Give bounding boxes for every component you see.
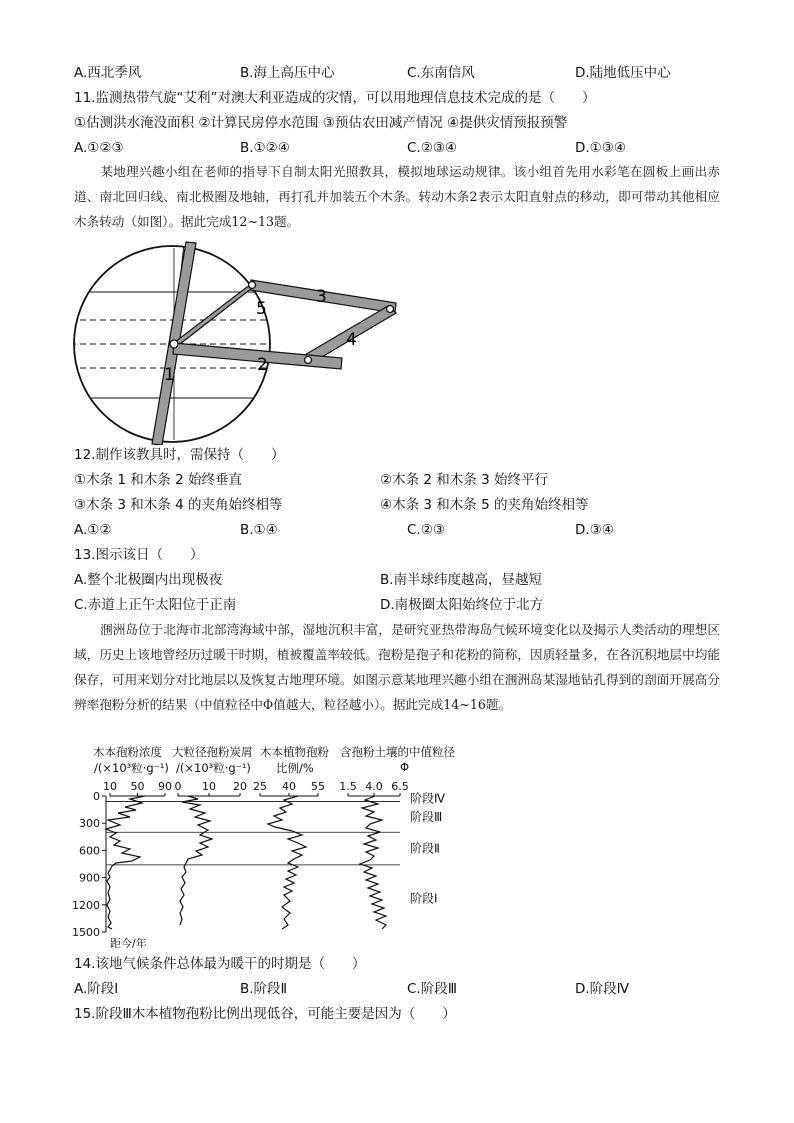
panel-x-tick-label: 40 [282, 780, 296, 793]
pivot-top [249, 282, 256, 289]
q12-item-3: ③木条 3 和木条 4 的夹角始终相等 [74, 497, 283, 513]
q14-option-d: D.阶段Ⅳ [575, 981, 630, 997]
q13-option-b: B.南半球纬度越高，昼越短 [380, 572, 543, 588]
passage-sunlight-text: 某地理兴趣小组在老师的指导下自制太阳光照教具，模拟地球运动规律。该小组首先用水彩笔在圆板上画出赤道、南北回归线、南北极圈及地轴，再打孔并加装五个木条。转动木条2表示太阳直射点的移动，即可带动其他相应木条转动（如图）。据此完成12~13题。 [74, 164, 720, 229]
q13-option-d: D.南极圈太阳始终位于北方 [380, 597, 544, 613]
q14-option-a: A.阶段Ⅰ [74, 981, 119, 997]
panel-x-tick-label: 50 [130, 780, 145, 793]
passage-weizhou-island [74, 617, 720, 717]
panel-x-tick-label: 55 [311, 780, 325, 793]
q14-option-b: B.阶段Ⅱ [240, 981, 288, 997]
panel2-unit: /(×10³粒·g⁻¹) [176, 761, 251, 775]
q13-option-a: A.整个北极圈内出现极夜 [74, 572, 223, 588]
y-tick-label: 900 [79, 871, 100, 885]
passage-sunlight-model [74, 159, 720, 234]
stick-label-1: 1 [164, 365, 175, 385]
panel3-header: 木本植物孢粉 [260, 745, 329, 759]
curve-median-grain-size [360, 796, 386, 929]
q12-option-a: A.①② [74, 522, 112, 538]
stick-label-5: 5 [256, 299, 267, 319]
q15-stem: 15.阶段Ⅲ木本植物孢粉比例出现低谷，可能主要是因为（ ） [74, 1006, 456, 1022]
q11-option-b: B.①②④ [240, 140, 290, 156]
panel-x-tick-label: 10 [202, 780, 216, 793]
curve-woody-pollen-concentration [106, 796, 145, 929]
q10-option-b: B.海上高压中心 [240, 65, 335, 81]
y-tick-label: 600 [79, 844, 100, 858]
pivot-center [170, 340, 178, 348]
y-tick-label: 0 [93, 790, 100, 803]
curve-charcoal [180, 796, 212, 925]
q11-option-c: C.②③④ [407, 140, 458, 156]
q10-option-d: D.陆地低压中心 [575, 65, 671, 81]
stick-label-3: 3 [316, 287, 327, 307]
panel-x-tick-label: 25 [253, 780, 267, 793]
q11-stem: 11.监测热带气旋“艾利”对澳大利亚造成的灾情，可以用地理信息技术完成的是（ ） [74, 90, 596, 106]
panel1-unit: /(×10³粒·g⁻¹) [94, 761, 169, 775]
q12-option-c: C.②③ [407, 522, 445, 538]
q12-option-d: D.③④ [575, 522, 614, 538]
y-tick-label: 1500 [72, 926, 100, 939]
panel-x-tick-label: 20 [233, 780, 247, 793]
y-axis-label: 距今/年 [110, 937, 147, 950]
pivot-right [387, 306, 394, 313]
panel4-header: 含孢粉土壤的中值粒径 [340, 745, 455, 759]
q14-stem: 14.该地气候条件总体最为暖干的时期是（ ） [74, 956, 366, 972]
stage-label: 阶段Ⅲ [410, 809, 443, 824]
y-tick-label: 1200 [72, 898, 100, 912]
pollen-profile-chart [70, 775, 460, 950]
panel-x-tick-label: 10 [103, 780, 117, 793]
panel3-unit: 比例/% [276, 761, 314, 775]
panel-x-tick-label: 90 [158, 780, 172, 793]
stage-label: 阶段Ⅳ [410, 791, 446, 806]
sunlight-model-figure [70, 240, 410, 445]
panel1-header: 木本孢粉浓度 [93, 745, 162, 759]
q14-option-c: C.阶段Ⅲ [407, 981, 458, 997]
q12-item-1: ①木条 1 和木条 2 始终垂直 [74, 472, 242, 488]
q12-item-4: ④木条 3 和木条 5 的夹角始终相等 [380, 497, 589, 513]
stage-label: 阶段Ⅰ [410, 891, 438, 906]
q10-option-c: C.东南信风 [407, 65, 475, 81]
q13-stem: 13.图示该日（ ） [74, 547, 204, 563]
stick-label-2: 2 [257, 355, 268, 375]
panel-x-tick-label: 1.5 [339, 780, 357, 793]
stick-label-4: 4 [346, 330, 357, 350]
curve-woody-pollen-ratio [268, 796, 306, 929]
q11-option-a: A.①②③ [74, 140, 124, 156]
q11-items: ①估测洪水淹没面积 ②计算民房停水范围 ③预估农田减产情况 ④提供灾情预报预警 [74, 115, 568, 131]
panel-x-tick-label: 0 [174, 780, 182, 793]
panel2-header: 大粒径孢粉炭屑 [172, 745, 253, 759]
panel4-unit: Φ [400, 760, 410, 774]
stage-label: 阶段Ⅱ [410, 841, 440, 856]
pivot-lower [305, 357, 312, 364]
y-tick-label: 300 [79, 817, 100, 831]
q11-option-d: D.①③④ [575, 140, 626, 156]
q12-stem: 12.制作该教具时，需保持（ ） [74, 447, 285, 463]
panel-x-tick-label: 4.0 [365, 780, 383, 793]
q13-option-c: C.赤道上正午太阳位于正南 [74, 597, 237, 613]
q10-option-a: A.西北季风 [74, 65, 142, 81]
passage-weizhou-text: 涠洲岛位于北海市北部湾海域中部，湿地沉积丰富，是研究亚热带海岛气候环境变化以及揭示人类活动的理想区域，历史上该地曾经历过暖干时期，植被覆盖率较低。孢粉是孢子和花粉的简称，因质轻量多，在各沉积地层中均能保存，可用来划分对比地层以及恢复古地理环境。如图示意某地理兴趣小组在涠洲岛某湿地钻孔得到的剖面开展高分辨率孢粉分析的结果（中值粒径中Φ值越大，粒径越小）。据此完成14~16题。 [74, 622, 720, 712]
q12-option-b: B.①④ [240, 522, 278, 538]
panel-x-tick-label: 6.5 [391, 780, 409, 793]
q12-item-2: ②木条 2 和木条 3 始终平行 [380, 472, 548, 488]
